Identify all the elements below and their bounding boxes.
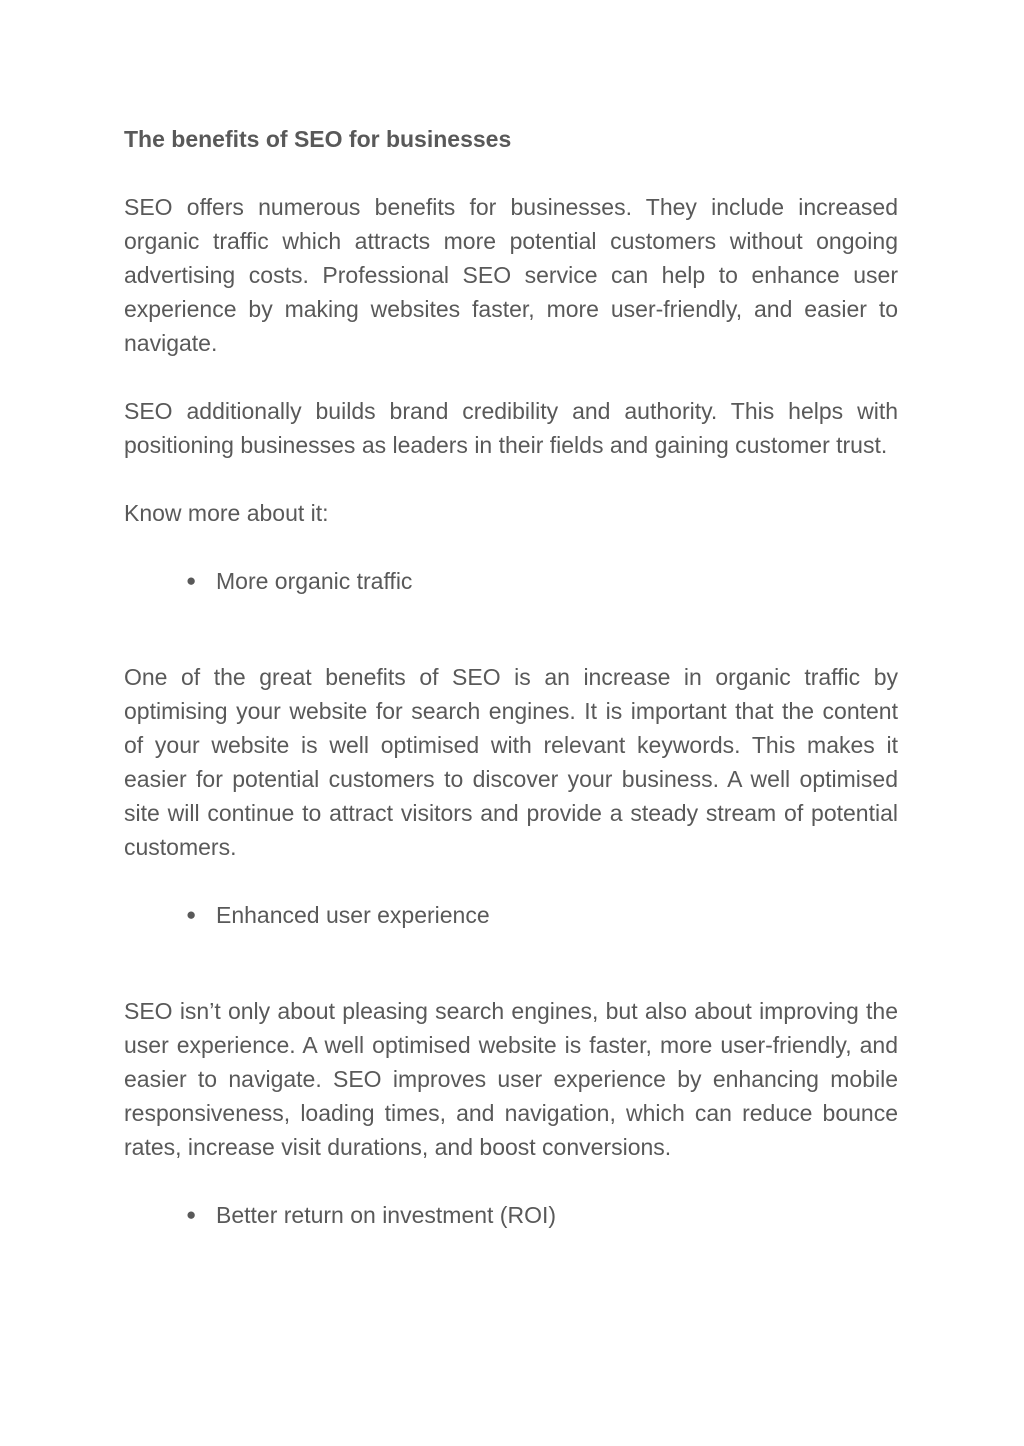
bullet-icon: ●	[186, 905, 197, 924]
bullet-item-user-experience	[124, 898, 898, 932]
user-experience-paragraph: SEO isn’t only about pleasing search engines, but also about improving the user experience. A well optimised website is faster, more user-friendly, and easier to navigate. SEO improves user experience by enhancing mobile responsiveness, loading times, and navigation, which can reduce bounce rates, increase visit durations, and boost conversions.	[124, 998, 898, 1160]
bullet-icon: ●	[186, 1205, 197, 1224]
intro-paragraph: SEO offers numerous benefits for businesses. They include increased organic traffic which attracts more potential customers without ongoing advertising costs. Professional SEO service can help to enhance user experience by making websites faster, more user-friendly, and easier to navigate.	[124, 194, 898, 356]
organic-traffic-paragraph: One of the great benefits of SEO is an increase in organic traffic by optimising your website for search engines. It is important that the content of your website is well optimised with relevant keywords. This makes it easier for potential customers to discover your business. A well optimised site will continue to attract visitors and provide a steady stream of potential customers.	[124, 664, 898, 860]
bullet-icon: ●	[186, 571, 197, 590]
bullet-item-roi	[124, 1198, 898, 1232]
bullet-label: Enhanced user experience	[216, 902, 490, 928]
document-page	[124, 122, 898, 1232]
bullet-label: Better return on investment (ROI)	[216, 1202, 557, 1228]
know-more-paragraph: Know more about it:	[124, 500, 329, 526]
document-title: The benefits of SEO for businesses	[124, 126, 512, 152]
credibility-paragraph: SEO additionally builds brand credibility and authority. This helps with positioning businesses as leaders in their fields and gaining customer trust.	[124, 398, 898, 458]
bullet-label: More organic traffic	[216, 568, 413, 594]
bullet-item-organic-traffic	[124, 564, 898, 598]
